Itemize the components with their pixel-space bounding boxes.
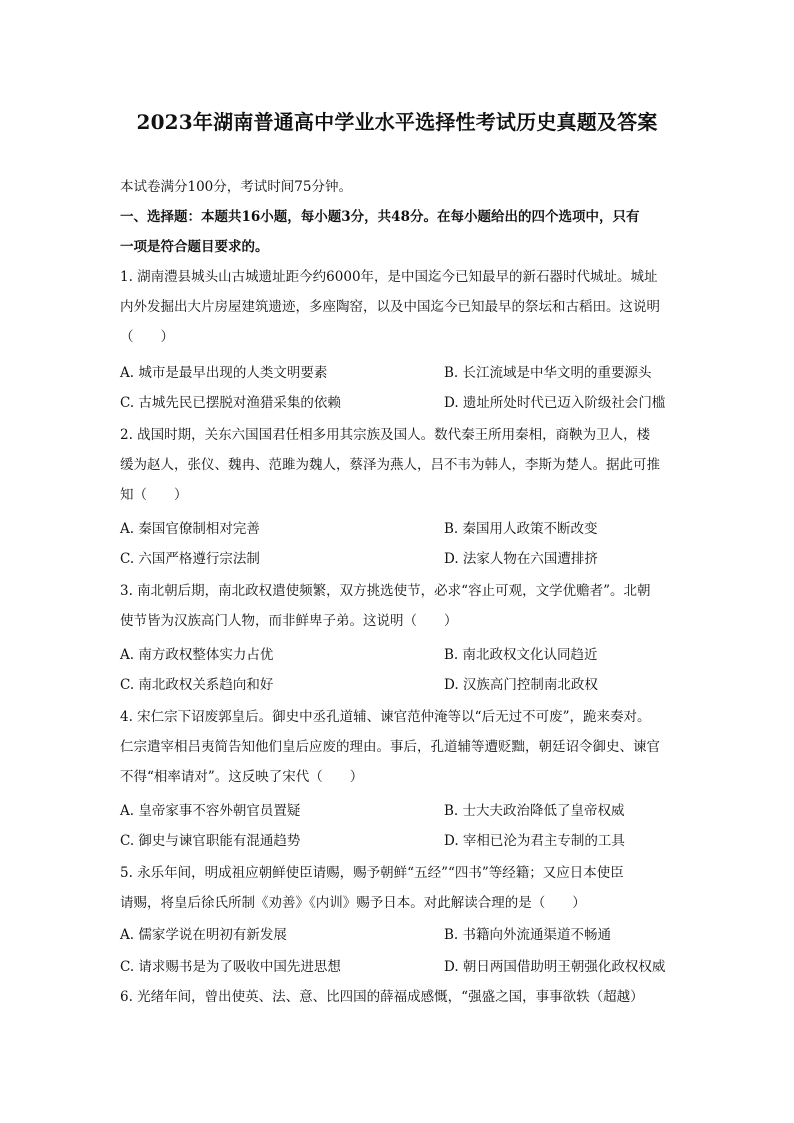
question-5-option-c: C. 请求赐书是为了吸收中国先进思想	[120, 959, 341, 975]
question-3-option-a: A. 南方政权整体实力占优	[120, 647, 274, 663]
question-4-line-3: 不得“相率请对”。这反映了宋代（ ）	[120, 769, 364, 785]
question-5-line-2: 请赐，将皇后徐氏所制《劝善》《内训》赐予日本。对此解读合理的是（ ）	[120, 895, 586, 911]
question-1-option-c: C. 古城先民已摆脱对渔猎采集的依赖	[120, 395, 341, 411]
question-1-option-b: B. 长江流域是中华文明的重要源头	[444, 365, 652, 381]
question-3-option-c: C. 南北政权关系趋向和好	[120, 677, 274, 693]
question-3-line-1: 3. 南北朝后期，南北政权遣使频繁，双方挑选使节，必求“容止可观，文学优赡者”。北朝	[120, 583, 651, 599]
exam-intro: 本试卷满分100分，考试时间75分钟。	[120, 179, 352, 195]
question-4-option-c: C. 御史与谏官职能有混通趋势	[120, 833, 301, 849]
question-1-option-a: A. 城市是最早出现的人类文明要素	[120, 365, 328, 381]
question-5-option-b: B. 书籍向外流通渠道不畅通	[444, 927, 612, 943]
question-2-line-3: 知（ ）	[120, 487, 188, 503]
question-4-option-a: A. 皇帝家事不容外朝官员置疑	[120, 803, 301, 819]
question-1-line-1: 1. 湖南澧县城头山古城遗址距今约6000年，是中国迄今已知最早的新石器时代城址。城址	[120, 269, 658, 285]
question-3-line-2: 使节皆为汉族高门人物，而非鲜卑子弟。这说明（ ）	[120, 613, 458, 629]
question-6-line-1: 6. 光绪年间，曾出使英、法、意、比四国的薛福成感慨，“强盛之国，事事欲轶（超越）	[120, 989, 644, 1005]
question-4-line-2: 仁宗遣宰相吕夷简告知他们皇后应废的理由。事后，孔道辅等遭贬黜，朝廷诏令御史、谏官	[120, 739, 660, 755]
question-2-option-d: D. 法家人物在六国遭排挤	[444, 551, 598, 567]
question-2-option-a: A. 秦国官僚制相对完善	[120, 521, 260, 537]
question-2-option-b: B. 秦国用人政策不断改变	[444, 521, 598, 537]
question-2-option-c: C. 六国严格遵行宗法制	[120, 551, 260, 567]
question-1-line-3: （ ）	[120, 329, 174, 345]
question-1-option-d: D. 遗址所处时代已迈入阶级社会门槛	[444, 395, 666, 411]
question-1-line-2: 内外发掘出大片房屋建筑遗迹，多座陶窑，以及中国迄今已知最早的祭坛和古稻田。这说明	[120, 299, 660, 315]
question-2-line-1: 2. 战国时期，关东六国国君任相多用其宗族及国人。数代秦王所用秦相，商鞅为卫人，楼	[120, 427, 651, 443]
section-heading-line-2: 一项是符合题目要求的。	[120, 239, 269, 255]
question-4-option-d: D. 宰相已沦为君主专制的工具	[444, 833, 625, 849]
question-5-option-d: D. 朝日两国借助明王朝强化政权权威	[444, 959, 666, 975]
question-2-line-2: 缓为赵人，张仪、魏冉、范雎为魏人，蔡泽为燕人，吕不韦为韩人，李斯为楚人。据此可推	[120, 457, 660, 473]
question-3-option-d: D. 汉族高门控制南北政权	[444, 677, 598, 693]
question-4-option-b: B. 士大夫政治降低了皇帝权威	[444, 803, 625, 819]
question-3-option-b: B. 南北政权文化认同趋近	[444, 647, 598, 663]
section-heading-line-1: 一、选择题：本题共16小题，每小题3分，共48分。在每小题给出的四个选项中，只有	[120, 209, 640, 225]
question-5-line-1: 5. 永乐年间，明成祖应朝鲜使臣请赐，赐予朝鲜“五经”“四书”等经籍；又应日本使臣	[120, 865, 624, 881]
question-5-option-a: A. 儒家学说在明初有新发展	[120, 927, 287, 943]
page-title: 2023年湖南普通高中学业水平选择性考试历史真题及答案	[136, 110, 658, 134]
question-4-line-1: 4. 宋仁宗下诏废郭皇后。御史中丞孔道辅、谏官范仲淹等以“后无过不可废”，跪来奏对。	[120, 709, 651, 725]
